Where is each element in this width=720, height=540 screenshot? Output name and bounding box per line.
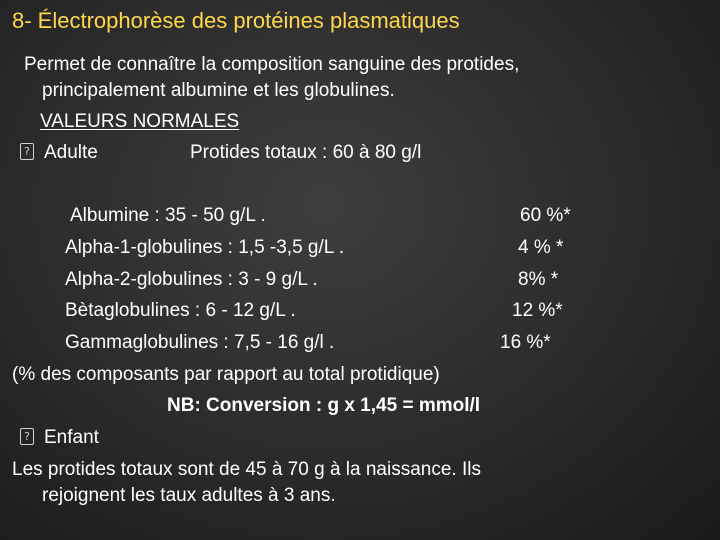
adult-total-protides: Protides totaux : 60 à 80 g/l [190,142,422,163]
fraction-name-gamma: Gammaglobulines : 7,5 - 16 g/l . [65,332,335,353]
adult-label: Adulte [44,142,98,163]
child-label: Enfant [44,427,99,448]
fraction-percent-alpha2: 8% * [518,269,559,290]
intro-line-1: Permet de connaître la composition sanguine des protides, [24,54,520,75]
child-text-line-2: rejoignent les taux adultes à 3 ans. [42,485,336,506]
fraction-percent-albumine: 60 %* [520,205,571,226]
fraction-percent-alpha1: 4 % * [518,237,564,258]
slide-title: 8- Électrophorèse des protéines plasmatiques [12,8,460,33]
percent-footnote: (% des composants par rapport au total protidique) [12,364,440,385]
fraction-percent-gamma: 16 %* [500,332,551,353]
fraction-name-alpha1: Alpha-1-globulines : 1,5 -3,5 g/L . [65,237,345,258]
fraction-percent-beta: 12 %* [512,300,563,321]
checkbox-bullet-icon: ? [20,428,34,445]
child-text-line-1: Les protides totaux sont de 45 à 70 g à la naissance. Ils [12,459,481,480]
fraction-name-beta: Bètaglobulines : 6 - 12 g/L . [65,300,296,321]
fraction-name-albumine: Albumine : 35 - 50 g/L . [70,205,266,226]
fraction-name-alpha2: Alpha-2-globulines : 3 - 9 g/L . [65,269,318,290]
conversion-note: NB: Conversion : g x 1,45 = mmol/l [167,395,481,416]
checkbox-bullet-icon: ? [20,143,34,160]
section-heading: VALEURS NORMALES [40,111,240,132]
intro-line-2: principalement albumine et les globulines. [42,80,395,101]
